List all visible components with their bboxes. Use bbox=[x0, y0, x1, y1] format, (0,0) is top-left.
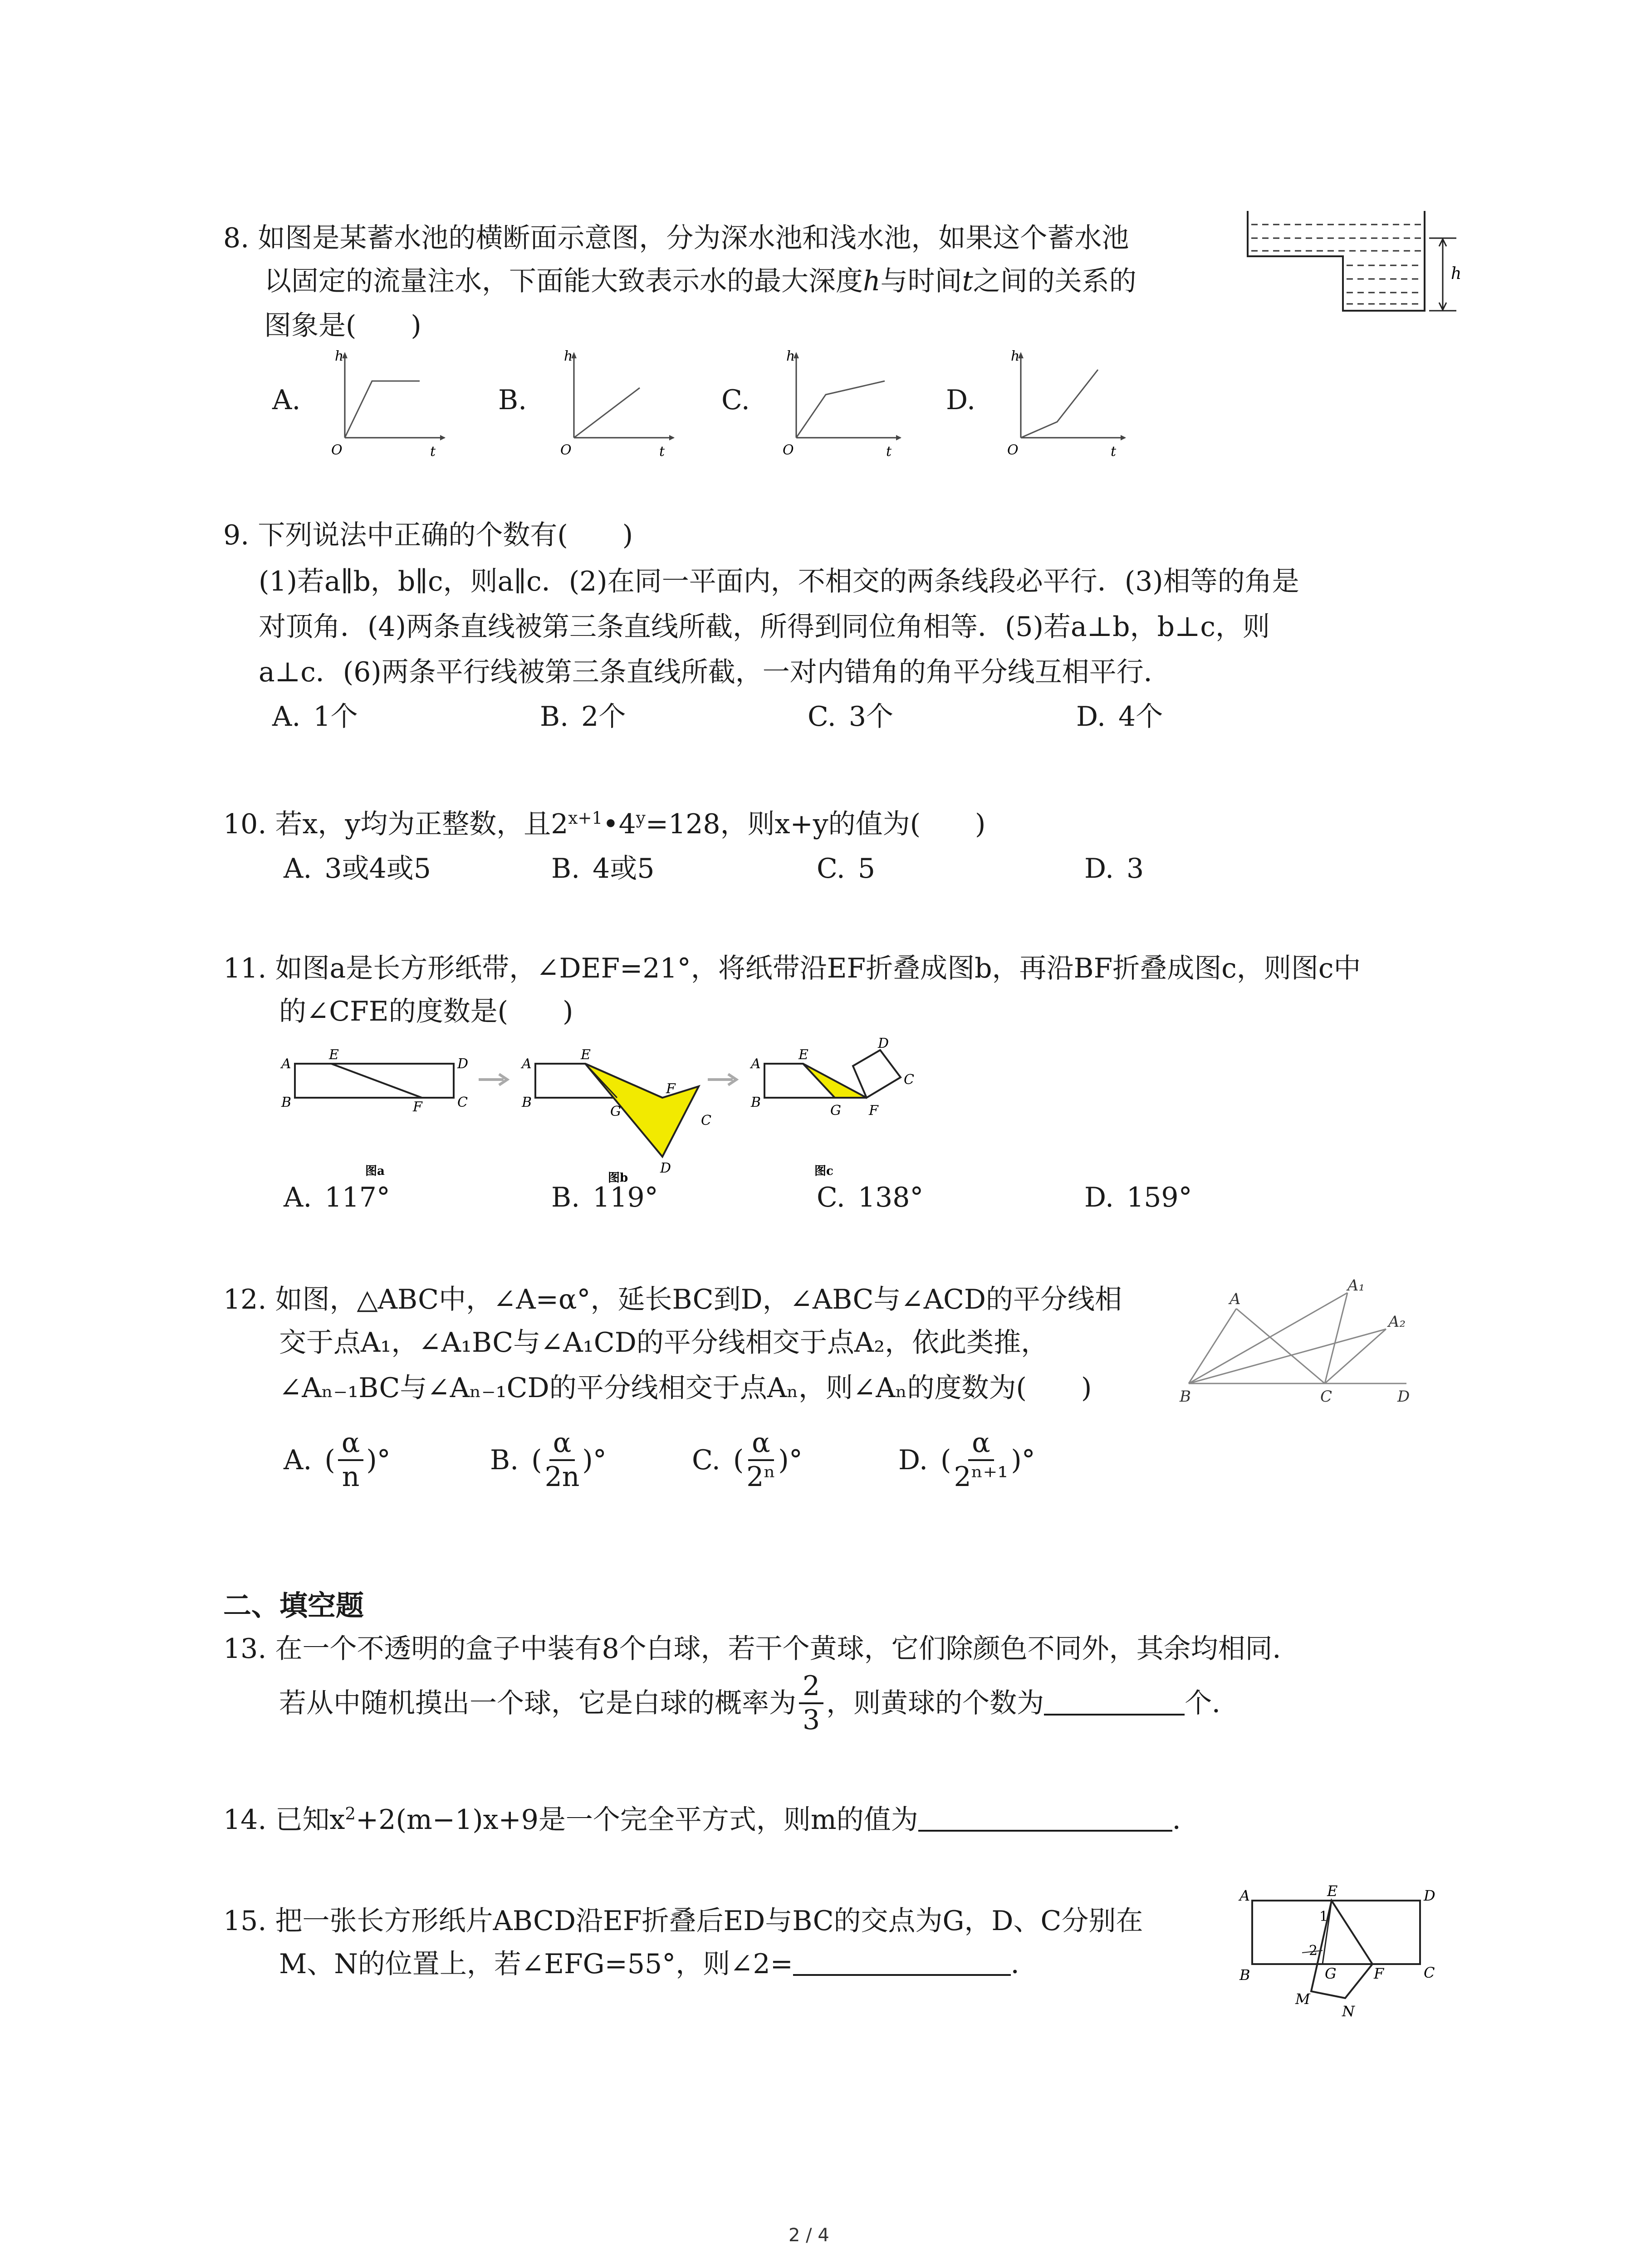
page-number: 2 / 4 bbox=[789, 2225, 829, 2246]
q9-option-c: C. 3个 bbox=[808, 701, 894, 733]
q11-line-2: 的∠CFE的度数是( ) bbox=[279, 996, 573, 1027]
q10-line-1: 10. 若x，y均为正整数，且$2^{x+1}•4^y=128$，则x+y的值为( ) bbox=[223, 808, 986, 840]
svg-text:A: A bbox=[1230, 1290, 1241, 1308]
svg-text:C: C bbox=[904, 1072, 914, 1088]
svg-text:A: A bbox=[281, 1056, 291, 1072]
q12-option-b: B. ( $\frac{\alpha}{2n}$ )° bbox=[490, 1427, 607, 1493]
svg-text:O: O bbox=[331, 442, 343, 458]
svg-text:A₁: A₁ bbox=[1347, 1276, 1365, 1295]
q12-line-2: 交于点A₁，∠A₁BC与∠A₁CD的平分线相交于点A₂，依此类推， bbox=[279, 1327, 1048, 1359]
svg-text:O: O bbox=[560, 442, 572, 458]
svg-text:B: B bbox=[1239, 1966, 1250, 1984]
svg-text:h: h bbox=[1011, 348, 1020, 364]
svg-text:C: C bbox=[1320, 1388, 1332, 1406]
q15-line-2: M、N的位置上，若∠EFG=55°，则∠2= ． bbox=[279, 1948, 1038, 1980]
q8-line-1: 8. 如图是某蓄水池的横断面示意图，分为深水池和浅水池，如果这个蓄水池 bbox=[223, 222, 1129, 254]
svg-text:1: 1 bbox=[1319, 1909, 1328, 1925]
q13-line-1: 13. 在一个不透明的盒子中装有8个白球，若干个黄球，它们除颜色不同外，其余均相同． bbox=[223, 1633, 1300, 1665]
q9-option-d: D. 4个 bbox=[1076, 701, 1163, 733]
svg-text:E: E bbox=[1327, 1882, 1338, 1900]
q10-option-c: C. 5 bbox=[817, 853, 876, 885]
svg-text:t: t bbox=[430, 444, 436, 459]
q8-graph-c bbox=[764, 345, 910, 458]
q10-option-d: D. 3 bbox=[1084, 853, 1144, 885]
q14-answer-blank[interactable] bbox=[918, 1807, 1172, 1832]
svg-text:B: B bbox=[281, 1095, 292, 1110]
svg-text:F: F bbox=[666, 1081, 676, 1097]
q9-option-b: B. 2个 bbox=[540, 701, 626, 733]
svg-text:h: h bbox=[786, 348, 795, 364]
q8-line-3: 图象是( ) bbox=[264, 310, 421, 342]
q8-line-2: 以固定的流量注水，下面能大致表示水的最大深度h与时间t之间的关系的 bbox=[264, 265, 1136, 297]
q9-line-1: 9. 下列说法中正确的个数有( ) bbox=[223, 519, 633, 551]
svg-text:D: D bbox=[878, 1036, 889, 1051]
q11-option-d: D. 159° bbox=[1084, 1182, 1192, 1213]
q8-option-a-label: A. bbox=[272, 384, 301, 416]
q8-graph-b bbox=[542, 345, 678, 458]
svg-text:O: O bbox=[1007, 442, 1019, 458]
q13-line-2: 若从中随机摸出一个球，它是白球的概率为 $\frac{2}{3}$ ，则黄球的个数为 个． bbox=[279, 1670, 1239, 1736]
svg-text:A: A bbox=[1239, 1887, 1250, 1904]
svg-text:h: h bbox=[335, 348, 344, 364]
svg-text:t: t bbox=[1111, 444, 1117, 459]
q12-line-1: 12. 如图，△ABC中，∠A=α°，延长BC到D，∠ABC与∠ACD的平分线相 bbox=[223, 1284, 1122, 1315]
q8-option-c-label: C. bbox=[721, 384, 750, 416]
svg-text:F: F bbox=[1374, 1965, 1384, 1982]
svg-text:F: F bbox=[413, 1099, 422, 1115]
section-title-fill-in: 二、填空题 bbox=[223, 1589, 364, 1622]
svg-text:t: t bbox=[886, 444, 892, 459]
svg-text:B: B bbox=[522, 1095, 532, 1110]
q11-line-1: 11. 如图a是长方形纸带，∠DEF=21°，将纸带沿EF折叠成图b，再沿BF折叠成图c，则图c中 bbox=[223, 953, 1361, 984]
svg-text:A₂: A₂ bbox=[1388, 1313, 1406, 1331]
svg-text:M: M bbox=[1295, 1990, 1310, 2008]
q8-option-b-label: B. bbox=[498, 384, 527, 416]
svg-text:G: G bbox=[610, 1104, 621, 1119]
q8-graph-a bbox=[313, 345, 449, 458]
svg-text:B: B bbox=[751, 1095, 761, 1110]
svg-text:A: A bbox=[522, 1056, 532, 1072]
caption-a: 图a bbox=[365, 1164, 385, 1178]
q8-graph-d bbox=[989, 345, 1134, 458]
svg-text:B: B bbox=[1180, 1388, 1191, 1406]
svg-text:G: G bbox=[1325, 1965, 1337, 1982]
q10-option-a: A. 3或4或5 bbox=[284, 853, 431, 885]
svg-text:C: C bbox=[701, 1113, 711, 1129]
svg-text:C: C bbox=[457, 1095, 468, 1110]
q15-answer-blank[interactable] bbox=[793, 1951, 1011, 1976]
q8-option-d-label: D. bbox=[946, 384, 976, 416]
q12-option-d: D. ( $\frac{\alpha}{\text{2ⁿ⁺¹}}$ )° bbox=[898, 1427, 1035, 1493]
q11-option-b: B. 119° bbox=[551, 1182, 658, 1213]
q15-folding-figure bbox=[1234, 1882, 1452, 2032]
svg-text:N: N bbox=[1342, 2003, 1355, 2020]
q9-line-3: 对顶角．(4)两条直线被第三条直线所截，所得到同位角相等．(5)若a⊥b，b⊥c，则 bbox=[259, 611, 1270, 643]
q12-option-a: A. ( $\frac{\alpha}{n}$ )° bbox=[284, 1427, 391, 1493]
svg-text:F: F bbox=[869, 1103, 878, 1119]
q11-option-c: C. 138° bbox=[817, 1182, 924, 1213]
q9-line-2: (1)若a∥b，b∥c，则a∥c．(2)在同一平面内，不相交的两条线段必平行．(3)相等的角是 bbox=[259, 566, 1299, 597]
svg-text:D: D bbox=[457, 1056, 469, 1072]
svg-text:D: D bbox=[660, 1160, 671, 1176]
svg-text:t: t bbox=[659, 444, 665, 459]
caption-b: 图b bbox=[608, 1171, 628, 1185]
svg-text:E: E bbox=[798, 1047, 808, 1063]
svg-text:D: D bbox=[1424, 1887, 1435, 1904]
svg-text:E: E bbox=[581, 1047, 591, 1063]
q11-folding-figure bbox=[272, 1034, 944, 1184]
q12-bisector-figure bbox=[1171, 1266, 1425, 1415]
q9-line-4: a⊥c．(6)两条平行线被第三条直线所截，一对内错角的角平分线互相平行． bbox=[259, 656, 1171, 688]
q11-option-a: A. 117° bbox=[284, 1182, 390, 1213]
q15-line-1: 15. 把一张长方形纸片ABCD沿EF折叠后ED与BC的交点为G，D、C分别在 bbox=[223, 1905, 1143, 1937]
svg-text:G: G bbox=[830, 1103, 841, 1119]
svg-text:O: O bbox=[783, 442, 794, 458]
q12-option-c: C. ( $\frac{\alpha}{\text{2ⁿ}}$ )° bbox=[692, 1427, 803, 1493]
q13-answer-blank[interactable] bbox=[1044, 1691, 1185, 1716]
q9-option-a: A. 1个 bbox=[272, 701, 358, 733]
q10-option-b: B. 4或5 bbox=[551, 853, 655, 885]
q14-line-1: 14. 已知$x^2+2(m-1)x+9$是一个完全平方式，则m的值为 ． bbox=[223, 1804, 1200, 1836]
svg-text:h: h bbox=[564, 348, 573, 364]
reservoir-h-label: h bbox=[1451, 264, 1462, 283]
svg-text:D: D bbox=[1397, 1388, 1410, 1406]
svg-text:2: 2 bbox=[1309, 1943, 1318, 1959]
q12-line-3: ∠Aₙ₋₁BC与∠Aₙ₋₁CD的平分线相交于点Aₙ，则∠Aₙ的度数为( ) bbox=[279, 1372, 1092, 1404]
svg-text:E: E bbox=[329, 1047, 339, 1063]
svg-text:C: C bbox=[1424, 1964, 1435, 1981]
reservoir-figure bbox=[1243, 206, 1470, 324]
caption-c: 图c bbox=[814, 1164, 833, 1178]
svg-text:A: A bbox=[751, 1056, 761, 1072]
